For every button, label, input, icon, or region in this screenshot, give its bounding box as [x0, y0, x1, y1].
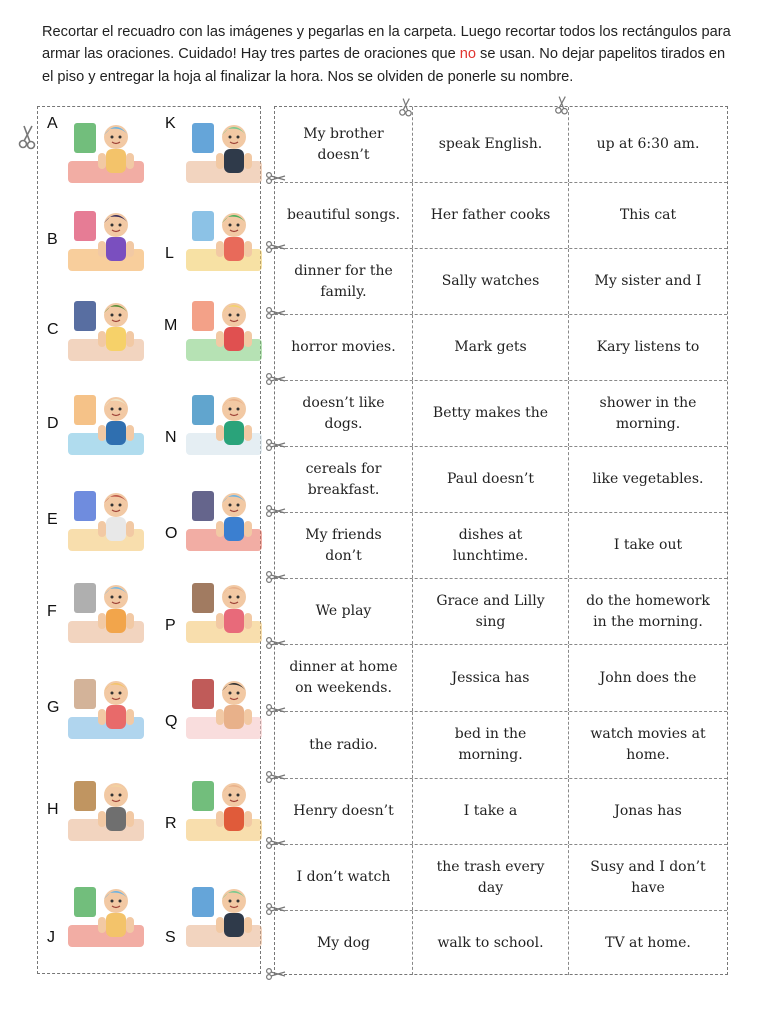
girl-watching-movie-icon — [182, 773, 266, 849]
instructions-paragraph — [42, 21, 732, 88]
sentence-fragment: bed in the morning. — [413, 712, 569, 778]
picture-letter: E — [47, 511, 58, 528]
sentence-fragment: My sister and I — [594, 273, 702, 289]
kids-watching-horror-tv-icon — [182, 575, 266, 651]
sentence-fragment: John does the — [599, 669, 697, 686]
kids-walking-icon — [64, 293, 148, 369]
sentence-row — [275, 711, 727, 778]
sentence-row — [275, 314, 727, 380]
picture-item — [162, 201, 266, 279]
boy-waking-up-icon — [64, 115, 148, 191]
picture-item — [44, 291, 148, 369]
picture-letter: L — [165, 245, 174, 262]
sentence-fragment: doesn’t like dogs. — [275, 381, 413, 446]
picture-item — [162, 669, 266, 747]
sentence-fragment: My brother doesn’t — [275, 107, 413, 182]
picture-item — [162, 385, 266, 463]
sentence-fragment: dinner for the family. — [275, 249, 413, 314]
sentence-fragment: Grace and Lilly sing — [413, 579, 569, 644]
instructions-highlight: no — [459, 46, 476, 63]
sentence-fragment: watch movies at home. — [590, 726, 706, 763]
people-singing-on-stage-icon — [64, 203, 148, 279]
sentence-fragment: Jessica has — [413, 645, 569, 711]
picture-letter: S — [165, 929, 176, 946]
sentence-row — [275, 778, 727, 844]
sentence-fragment: do the homework in the morning. — [586, 592, 710, 630]
girl-eating-cereal-icon — [182, 671, 266, 747]
sentence-fragment: cereals for breakfast. — [275, 447, 413, 512]
sentence-row — [275, 248, 727, 314]
sentence-fragment: This cat — [619, 207, 677, 223]
picture-letter: F — [47, 603, 57, 620]
picture-item — [162, 771, 266, 849]
picture-letter: A — [47, 115, 58, 132]
picture-letter: O — [165, 525, 178, 542]
picture-cutout-box — [37, 106, 261, 974]
sentence-fragment: Henry doesn’t — [275, 779, 413, 844]
picture-item — [162, 481, 266, 559]
picture-letter: B — [47, 231, 58, 248]
picture-letter: M — [164, 317, 178, 334]
sentence-fragment: Paul doesn’t — [413, 447, 569, 512]
sentence-fragment: TV at home. — [605, 934, 691, 951]
sentence-fragment: Betty makes the — [413, 381, 569, 446]
woman-taking-shower-icon — [64, 671, 148, 747]
sentence-fragment: Kary listens to — [596, 339, 700, 355]
instructions-text-1: Recortar el recuadro con las imágenes y pegarlas en la carpeta. Luego recortar todos los rectángulos para armar las oraciones. Cuidado! Hay tres partes de oraciones que — [42, 24, 731, 63]
scissors-icon — [266, 307, 286, 319]
scissors-icon — [266, 903, 286, 915]
sentence-fragment: beautiful songs. — [275, 183, 413, 248]
sentence-fragment: I take a — [413, 779, 569, 844]
picture-item — [162, 877, 266, 955]
sentence-row — [275, 182, 727, 248]
family-dinner-icon — [64, 773, 148, 849]
picture-letter: K — [165, 115, 176, 132]
sentence-row — [275, 107, 727, 182]
picture-letter: G — [47, 699, 60, 716]
picture-item — [44, 385, 148, 463]
picture-item — [44, 201, 148, 279]
girl-making-bed-icon — [182, 293, 266, 369]
sentence-fragment: Jonas has — [614, 803, 682, 819]
scissors-icon — [266, 439, 286, 451]
girl-taking-out-trash-icon — [182, 115, 266, 191]
sentence-row — [275, 578, 727, 644]
sentence-fragment: We play — [275, 579, 413, 644]
picture-item — [44, 771, 148, 849]
picture-letter: N — [165, 429, 177, 446]
sentence-fragment: I take out — [613, 537, 683, 553]
instructions-text-2: se usan. No dejar papelitos tirados en el piso y entregar la hoja al finalizar la hora. Nos se olviden de ponerle su nombre. — [42, 46, 726, 85]
picture-item — [162, 113, 266, 191]
sentence-row — [275, 644, 727, 711]
scissors-icon — [266, 373, 286, 385]
girl-listening-radio-icon — [182, 387, 266, 463]
scissors-icon — [266, 241, 286, 253]
sentence-fragment: Mark gets — [413, 315, 569, 380]
sentence-row — [275, 844, 727, 910]
sentence-fragment: like vegetables. — [592, 471, 704, 487]
boy-washing-dishes-icon — [182, 483, 266, 559]
sentence-row — [275, 910, 727, 975]
sentence-fragment: My friends don’t — [275, 513, 413, 578]
sentence-fragment: dinner at home on weekends. — [275, 645, 413, 711]
sentence-fragment: Sally watches — [413, 249, 569, 314]
picture-letter: D — [47, 415, 59, 432]
chef-cooking-icon — [64, 575, 148, 651]
sentence-fragment: up at 6:30 am. — [596, 136, 700, 152]
sentence-row — [275, 380, 727, 446]
sentence-fragment: Susy and I don’t have — [590, 858, 706, 896]
picture-letter: P — [165, 617, 176, 634]
sentence-row — [275, 512, 727, 578]
picture-letter: R — [165, 815, 177, 832]
picture-item — [44, 573, 148, 651]
scissors-icon — [266, 704, 286, 716]
sentence-fragment: walk to school. — [413, 911, 569, 975]
sentence-fragment: the trash every day — [413, 845, 569, 910]
scissors-icon — [266, 837, 286, 849]
picture-letter: H — [47, 801, 59, 818]
scissors-icon — [266, 637, 286, 649]
picture-item — [162, 291, 266, 369]
sentence-fragment: shower in the morning. — [599, 394, 697, 432]
picture-letter: C — [47, 321, 59, 338]
sentence-fragment: I don’t watch — [275, 845, 413, 910]
sentence-fragment: horror movies. — [275, 315, 413, 380]
picture-letter: Q — [165, 713, 178, 730]
sentence-grid — [274, 106, 728, 975]
sentence-fragment: Her father cooks — [413, 183, 569, 248]
sentence-fragment: the radio. — [275, 712, 413, 778]
picture-item — [44, 113, 148, 191]
scissors-icon — [266, 571, 286, 583]
sentence-fragment: My dog — [275, 911, 413, 975]
picture-letter: J — [47, 929, 55, 946]
picture-item — [162, 573, 266, 651]
sentence-fragment: speak English. — [413, 107, 569, 182]
boys-speaking-hello-icon — [64, 483, 148, 559]
boy-doing-homework-night-icon — [64, 387, 148, 463]
scissors-icon — [266, 172, 286, 184]
sentence-fragment: dishes at lunchtime. — [413, 513, 569, 578]
scissors-icon — [266, 968, 286, 980]
scissors-icon — [266, 771, 286, 783]
dog-and-cat-icon — [64, 879, 148, 955]
boy-disliking-vegetables-icon — [182, 879, 266, 955]
scissors-icon — [266, 505, 286, 517]
picture-item — [44, 669, 148, 747]
sentence-row — [275, 446, 727, 512]
picture-item — [44, 481, 148, 559]
picture-item — [44, 877, 148, 955]
girl-listening-headphones-icon — [182, 203, 266, 279]
